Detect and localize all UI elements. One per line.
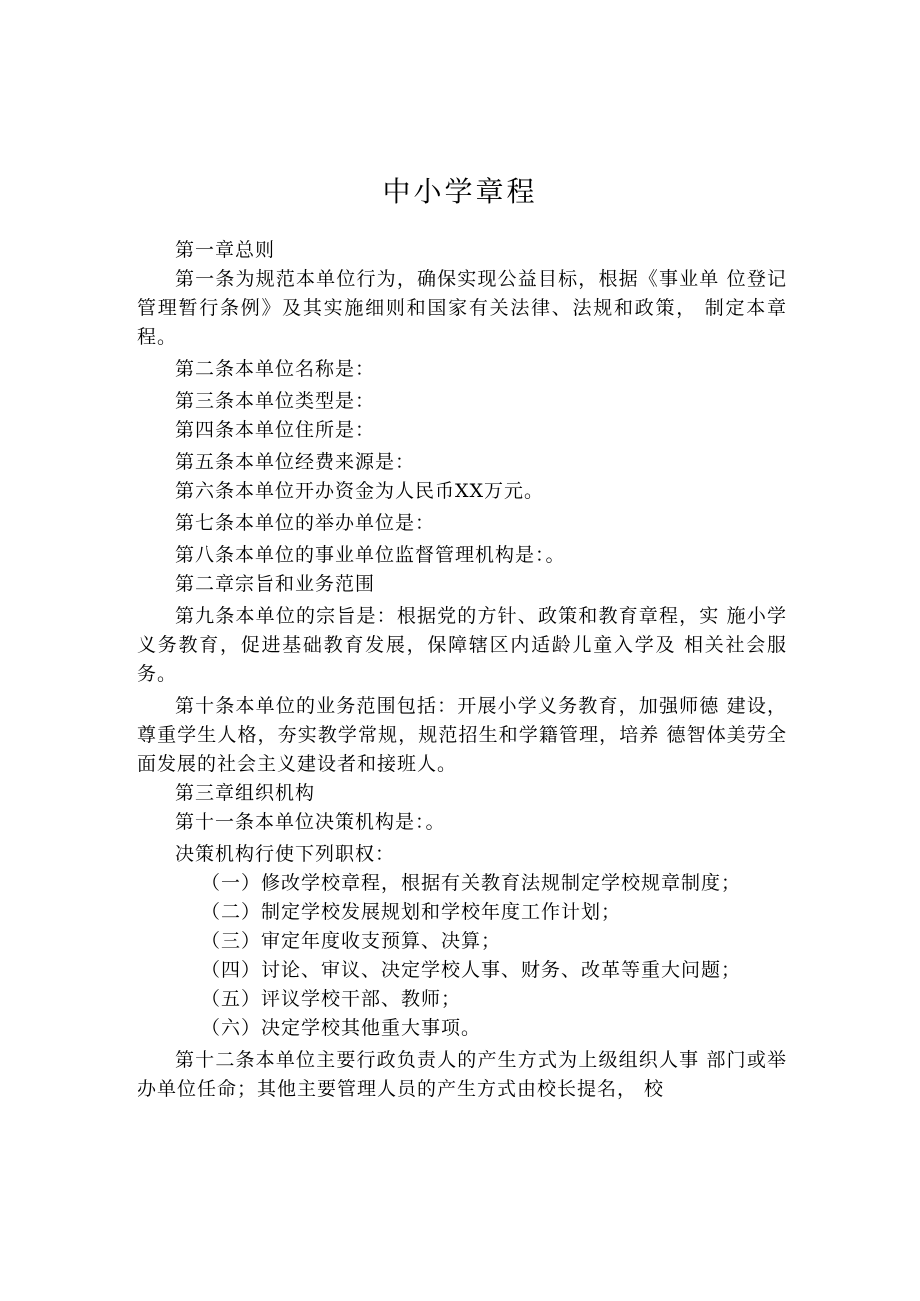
chapter-heading: 第三章组织机构: [175, 782, 316, 804]
article-paragraph: 决策机构行使下列职权：: [175, 843, 396, 865]
chapter-heading: 第一章总则: [175, 239, 276, 261]
power-list-item: （三）审定年度收支预算、决算；: [201, 930, 502, 952]
article-paragraph: 第十二条本单位主要行政负责人的产生方式为上级组织人事 部门或举办单位任命；其他主要管理人员的产生方式由校长提名， 校: [137, 1049, 787, 1100]
document-body: [137, 236, 787, 1104]
article-paragraph: 第三条本单位类型是：: [175, 390, 376, 412]
article-paragraph: 第六条本单位开办资金为人民币XX万元。: [175, 480, 545, 502]
document-title: 中小学章程: [382, 175, 538, 208]
power-list-item: （四）讨论、审议、决定学校人事、财务、改革等重大问题；: [201, 959, 742, 981]
power-list-item: （六）决定学校其他重大事项。: [201, 1017, 482, 1039]
article-paragraph: 第七条本单位的举办单位是：: [175, 512, 436, 534]
power-list-item: （二）制定学校发展规划和学校年度工作计划；: [201, 901, 622, 923]
chapter-heading: 第二章宗旨和业务范围: [175, 573, 376, 595]
article-paragraph: 第十条本单位的业务范围包括：开展小学义务教育，加强师德 建设，尊重学生人格，夯实教学常规，规范招生和学籍管理，培养 德智体美劳全面发展的社会主义建设者和接班人。: [137, 695, 787, 775]
article-paragraph: 第八条本单位的事业单位监督管理机构是：。: [175, 544, 566, 566]
article-paragraph: 第五条本单位经费来源是：: [175, 451, 416, 473]
article-paragraph: 第一条为规范本单位行为，确保实现公益目标，根据《事业单 位登记管理暂行条例》及其实施细则和国家有关法律、法规和政策， 制定本章程。: [137, 268, 787, 348]
power-list-item: （五）评议学校干部、教师；: [201, 988, 462, 1010]
article-paragraph: 第四条本单位住所是：: [175, 419, 376, 441]
article-paragraph: 第二条本单位名称是：: [175, 358, 376, 380]
power-list-item: （一）修改学校章程，根据有关教育法规制定学校规章制度；: [201, 872, 742, 894]
article-paragraph: 第九条本单位的宗旨是：根据党的方针、政策和教育章程，实 施小学义务教育，促进基础教育发展，保障辖区内适龄儿童入学及 相关社会服务。: [137, 605, 787, 685]
article-paragraph: 第十一条本单位决策机构是：。: [175, 811, 446, 833]
